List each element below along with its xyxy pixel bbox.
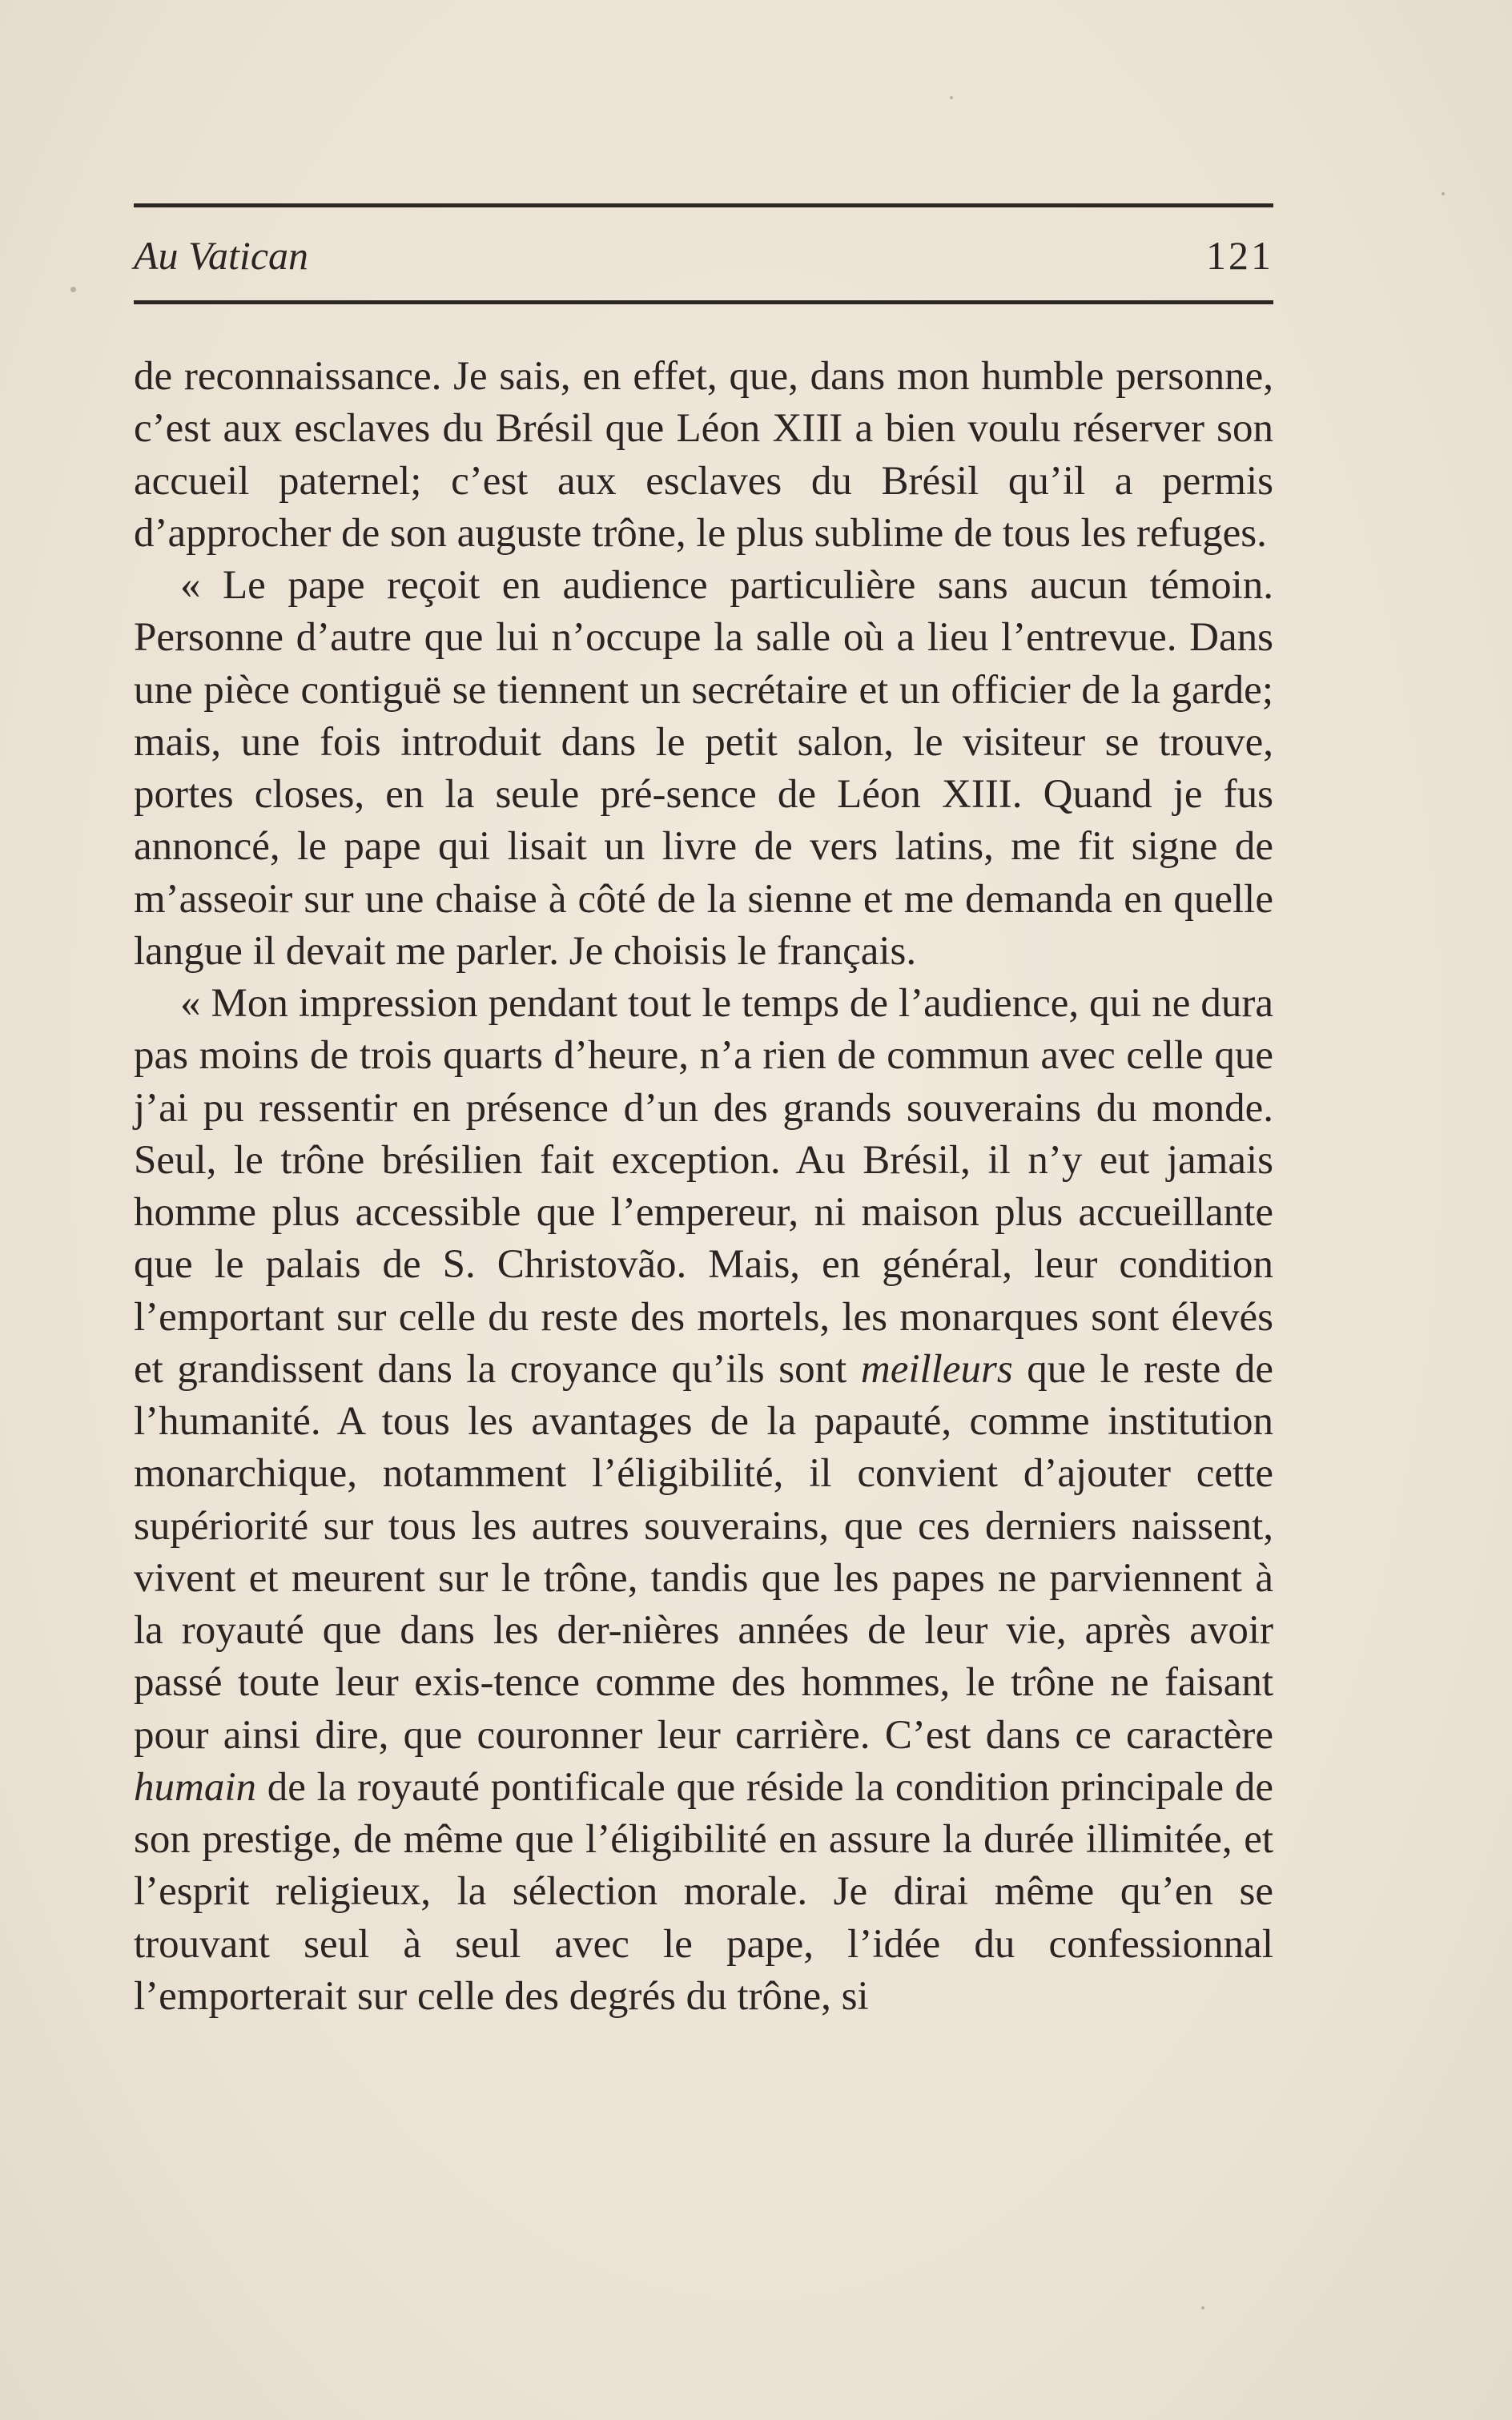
emphasis-humain: humain (134, 1764, 256, 1810)
page-number: 121 (1206, 233, 1273, 278)
paragraph-1: de reconnaissance. Je sais, en effet, que, dans mon humble personne, c’est aux esclaves du Brésil que Léon XIII a bien voulu réserver son accueil paternel; c’est aux esclaves du Brésil qu’il a permis d’approcher de son auguste trône, le plus sublime de tous les refuges. (134, 354, 1273, 556)
header-rule-top (134, 203, 1273, 207)
paragraph-3-part-1: « Mon impression pendant tout le temps de l’audience, qui ne dura pas moins de trois quarts d’heure, n’a rien de commun avec celle que j’ai pu ressentir en présence d’un des grands souverains du monde. Seul, le trône brésilien fait exception. Au Brésil, il n’y eut jamais homme plus accessible que l’empereur, ni maison plus accueillante que le palais de S. Christovão. Mais, en général, leur condition l’emportant sur celle du reste des mortels, les monarques sont élevés et grandissent dans la croyance qu’ils sont (134, 981, 1273, 1392)
running-title: Au Vatican (134, 233, 309, 278)
header-rule-bottom (134, 300, 1273, 304)
paragraph-3-part-3: de la royauté pontificale que réside la condition principale de son prestige, de même que l’éligibilité en assure la durée illimitée, et l’esprit religieux, la sélection morale. Je dirai même qu’en se trouvant seul à seul avec le pape, l’idée du confessionnal l’emporterait sur celle des degrés du trône, si (134, 1764, 1273, 2019)
paper-speck (950, 96, 953, 99)
running-head (134, 227, 1273, 283)
emphasis-meilleurs: meilleurs (860, 1346, 1013, 1392)
paper-speck (1442, 192, 1445, 195)
paper-speck (1201, 2306, 1204, 2309)
paragraph-3 (134, 978, 1273, 2023)
paragraph-3-part-2: que le reste de l’humanité. A tous les avantages de la papauté, comme institution monarchique, notamment l’éligibilité, il convient d’ajouter cette supériorité sur tous les autres souverains, que ces derniers naissent, vivent et meurent sur le trône, tandis que les papes ne parviennent à la royauté que dans les der-nières années de leur vie, après avoir passé toute leur exis-tence comme des hommes, le trône ne faisant pour ainsi dire, que couronner leur carrière. C’est dans ce caractère (134, 1346, 1273, 1758)
paper-speck (70, 287, 76, 292)
body-text (134, 351, 1273, 2023)
paragraph-2: « Le pape reçoit en audience particulière sans aucun témoin. Personne d’autre que lui n’occupe la salle où a lieu l’entrevue. Dans une pièce contiguë se tiennent un secrétaire et un officier de la garde; mais, une fois introduit dans le petit salon, le visiteur se trouve, portes closes, en la seule pré-sence de Léon XIII. Quand je fus annoncé, le pape qui lisait un livre de vers latins, me fit signe de m’asseoir sur une chaise à côté de la sienne et me demanda en quelle langue il devait me parler. Je choisis le français. (134, 563, 1273, 974)
